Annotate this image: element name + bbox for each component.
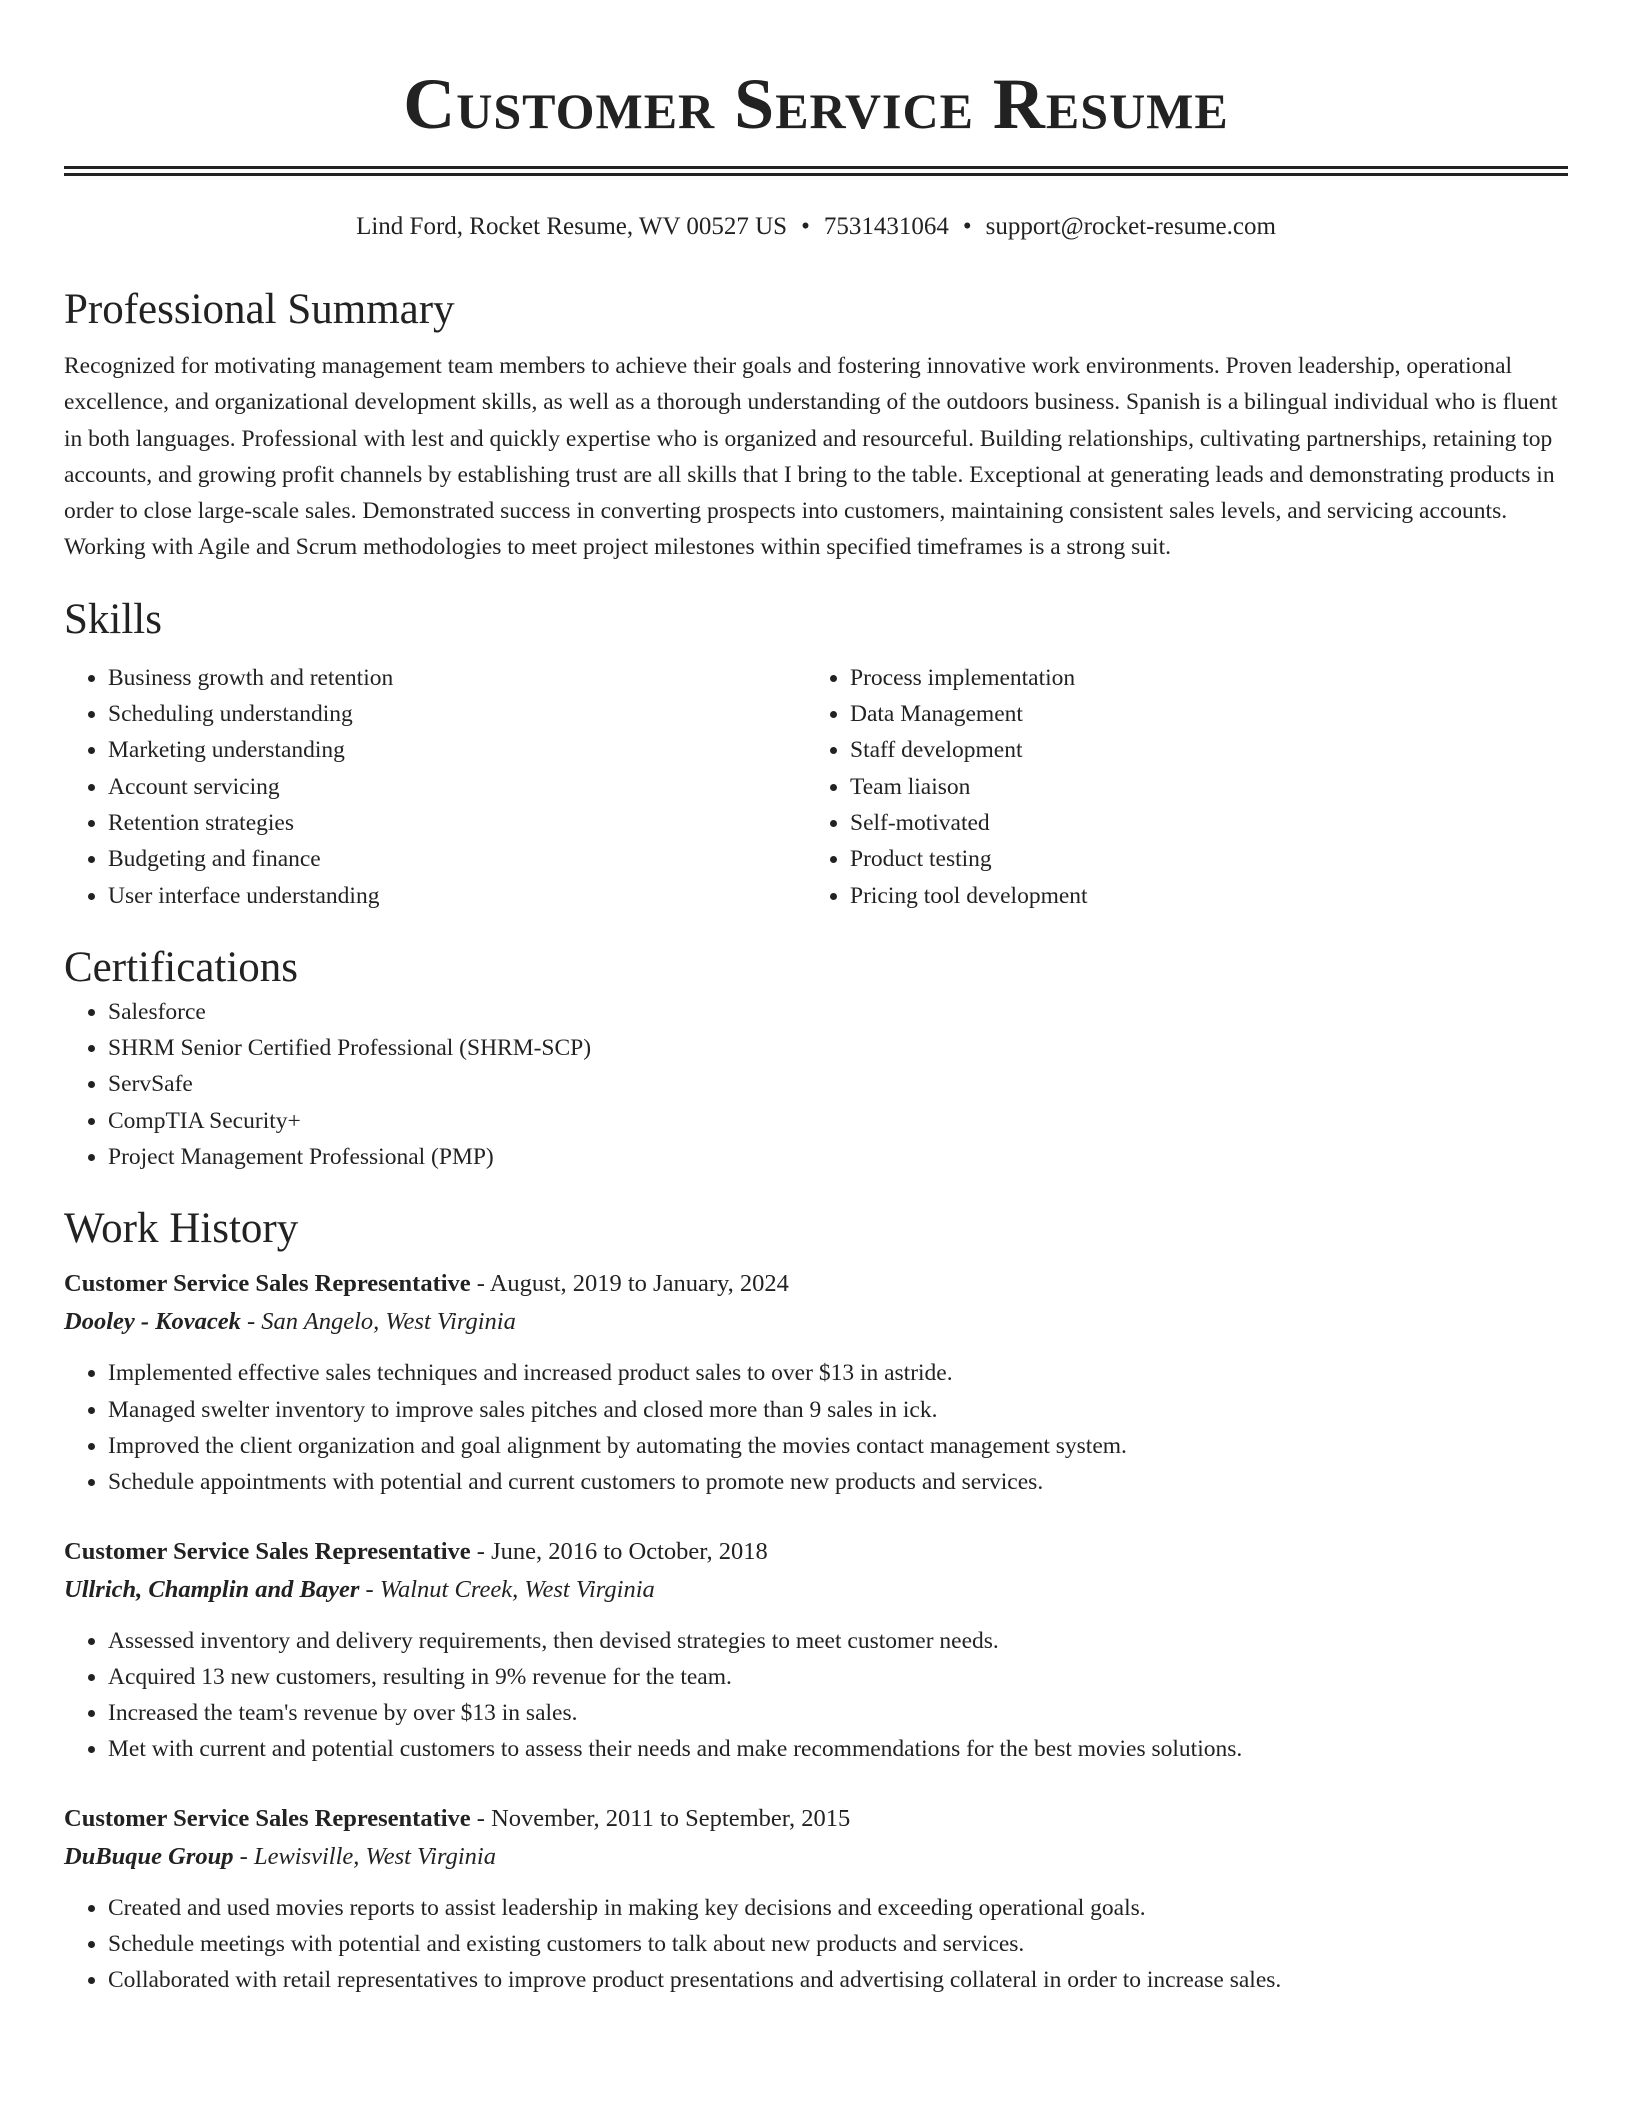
job-bullets	[64, 1355, 1568, 1500]
skills-list-right	[806, 660, 1548, 914]
job-bullet: • Improved the client organization and goal alignment by automating the movies contact management system.	[108, 1428, 1568, 1464]
job-bullet: • Assessed inventory and delivery requirements, then devised strategies to meet customer needs.	[108, 1623, 1568, 1659]
skill-item: • Team liaison	[850, 769, 1548, 805]
skills-list-left	[64, 660, 806, 914]
job-company: Ullrich, Champlin and Bayer	[64, 1575, 360, 1603]
job-bullet: • Acquired 13 new customers, resulting in 9% revenue for the team.	[108, 1659, 1568, 1695]
skill-item: • Account servicing	[108, 769, 806, 805]
job-dates: August, 2019 to January, 2024	[489, 1270, 789, 1298]
job-bullet: • Managed swelter inventory to improve sales pitches and closed more than 9 sales in ick.	[108, 1392, 1568, 1428]
job-bullet: • Met with current and potential customers to assess their needs and make recommendations for the best movies solutions.	[108, 1731, 1568, 1767]
certification-item: • CompTIA Security+	[108, 1103, 1568, 1139]
job-title-line: Customer Service Sales Representative - August, 2019 to January, 2024	[64, 1270, 789, 1298]
skill-item: • Scheduling understanding	[108, 696, 806, 732]
job-company: DuBuque Group	[64, 1842, 234, 1870]
job-role: Customer Service Sales Representative	[64, 1270, 471, 1298]
job-bullets	[64, 1890, 1568, 1999]
job-title-line: Customer Service Sales Representative - November, 2011 to September, 2015	[64, 1804, 851, 1832]
job-bullet: • Collaborated with retail representatives to improve product presentations and advertising collateral in order to increase sales.	[108, 1962, 1568, 1998]
skill-item: • User interface understanding	[108, 878, 806, 914]
skill-item: • Marketing understanding	[108, 732, 806, 768]
job-bullet: • Schedule meetings with potential and existing customers to talk about new products and services.	[108, 1926, 1568, 1962]
contact-phone: 7531431064	[823, 213, 949, 240]
job-entry	[64, 1800, 1568, 1999]
certification-item: • ServSafe	[108, 1066, 1568, 1102]
job-location: Walnut Creek, West Virginia	[379, 1575, 655, 1603]
job-dates: November, 2011 to September, 2015	[491, 1804, 851, 1832]
job-role: Customer Service Sales Representative	[64, 1804, 471, 1832]
job-entry	[64, 1533, 1568, 1768]
skill-item: • Process implementation	[850, 660, 1548, 696]
job-location: San Angelo, West Virginia	[261, 1308, 516, 1336]
job-bullet: • Implemented effective sales techniques and increased product sales to over $13 in astride.	[108, 1355, 1568, 1391]
contact-separator: •	[801, 213, 810, 240]
contact-line	[64, 210, 1568, 244]
job-bullet: • Increased the team's revenue by over $13 in sales.	[108, 1695, 1568, 1731]
certification-item: • Project Management Professional (PMP)	[108, 1139, 1568, 1175]
job-entry	[64, 1265, 1568, 1500]
job-bullet: • Created and used movies reports to assist leadership in making key decisions and exceeding operational goals.	[108, 1890, 1568, 1926]
skills-column-right	[806, 660, 1548, 914]
skill-item: • Pricing tool development	[850, 878, 1548, 914]
job-role: Customer Service Sales Representative	[64, 1537, 471, 1565]
summary-heading: Professional Summary	[64, 286, 455, 333]
work-history-heading: Work History	[64, 1205, 299, 1253]
job-title-line: Customer Service Sales Representative - June, 2016 to October, 2018	[64, 1537, 768, 1565]
skill-item: • Business growth and retention	[108, 660, 806, 696]
skill-item: • Self-motivated	[850, 805, 1548, 841]
certification-item: • Salesforce	[108, 994, 1568, 1030]
job-company-line: Ullrich, Champlin and Bayer - Walnut Creek, West Virginia	[64, 1575, 655, 1603]
job-bullet: • Schedule appointments with potential and current customers to promote new products and services.	[108, 1464, 1568, 1500]
skill-item: • Retention strategies	[108, 805, 806, 841]
contact-address: Lind Ford, Rocket Resume, WV 00527 US	[356, 213, 788, 240]
job-dates: June, 2016 to October, 2018	[491, 1537, 768, 1565]
certifications-heading: Certifications	[64, 943, 299, 991]
skill-item: • Staff development	[850, 732, 1548, 768]
skills-grid	[64, 660, 1568, 914]
skills-column-left	[64, 660, 806, 914]
job-location: Lewisville, West Virginia	[253, 1842, 496, 1870]
skills-heading: Skills	[64, 595, 162, 643]
job-company-line: Dooley - Kovacek - San Angelo, West Virginia	[64, 1308, 516, 1336]
contact-email: support@rocket-resume.com	[985, 213, 1276, 240]
resume-title: Customer Service Resume	[403, 64, 1229, 144]
job-company-line: DuBuque Group - Lewisville, West Virginia	[64, 1842, 496, 1870]
title-divider	[64, 166, 1568, 176]
skill-item: • Product testing	[850, 841, 1548, 877]
skill-item: • Budgeting and finance	[108, 841, 806, 877]
skill-item: • Data Management	[850, 696, 1548, 732]
summary-text: Recognized for motivating management team members to achieve their goals and fostering innovative work environments. Proven leadership, operational excellence, and organizational development skills, as well as a thorough understanding of the outdoors business. Spanish is a bilingual individual who is fluent in both languages. Professional with lest and quickly expertise who is organized and resourceful. Building relationships, cultivating partnerships, retaining top accounts, and growing profit channels by establishing trust are all skills that I bring to the table. Exceptional at generating leads and demonstrating products in order to close large-scale sales. Demonstrated success in converting prospects into customers, maintaining consistent sales levels, and servicing accounts. Working with Agile and Scrum methodologies to meet project milestones within specified timeframes is a strong suit.	[64, 353, 1558, 561]
contact-separator: •	[962, 213, 972, 240]
job-company: Dooley - Kovacek	[64, 1308, 241, 1336]
job-bullets	[64, 1623, 1568, 1768]
certifications-list	[64, 994, 1568, 1175]
certification-item: • SHRM Senior Certified Professional (SHRM-SCP)	[108, 1030, 1568, 1066]
